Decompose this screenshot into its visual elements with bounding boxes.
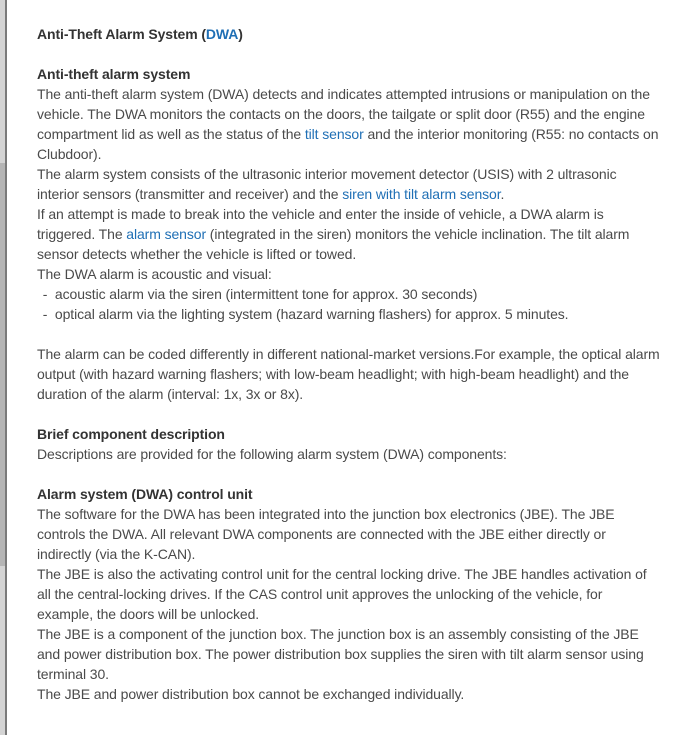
section-heading-anti-theft: Anti-theft alarm system <box>37 66 191 82</box>
dwa-link[interactable]: DWA <box>205 26 239 42</box>
text: If an attempt is made to break into the vehicle and enter the inside of vehicle, a DWA alarm is triggered. The <box>37 206 604 242</box>
paragraph-exchange: The JBE and power distribution box cannot be exchanged individually. <box>37 686 465 702</box>
text: . <box>500 186 505 202</box>
section-heading-brief: Brief component description <box>37 426 225 442</box>
list-item: - acoustic alarm via the siren (intermittent tone for approx. 30 seconds) <box>39 286 478 302</box>
paragraph-intro <box>37 84 662 164</box>
text: and the interior monitoring (R55: no contacts on Clubdoor). <box>37 126 659 162</box>
section-heading-control-unit: Alarm system (DWA) control unit <box>37 486 253 502</box>
paragraph-junction-box: The JBE is a component of the junction box. The junction box is an assembly consisting of the JBE and power distribution box. The power distribution box supplies the siren with tilt alarm sensor using terminal 30. <box>37 626 644 682</box>
paragraph-central-locking: The JBE is also the activating control unit for the central locking drive. The JBE handles activation of all the central-locking drives. If the CAS control unit approves the unlocking of the vehicle, for example, the doors will be unlocked. <box>37 566 647 622</box>
paragraph-brief: Descriptions are provided for the following alarm system (DWA) components: <box>37 446 507 462</box>
paragraph-alarm-type: The DWA alarm is acoustic and visual: <box>37 266 272 282</box>
title-text: Anti-Theft Alarm System ( <box>37 26 206 42</box>
text: The alarm system consists of the ultrasonic interior movement detector (USIS) with 2 ultrasonic interior sensors (transmitter and receiver) and the <box>37 166 617 202</box>
text: (integrated in the siren) monitors the vehicle inclination. The tilt alarm sensor detects whether the vehicle is lifted or towed. <box>37 226 630 262</box>
tilt-sensor-link[interactable]: tilt sensor <box>304 126 364 142</box>
panel-border <box>5 0 7 735</box>
text: The anti-theft alarm system (DWA) detects and indicates attempted intrusions or manipulation on the vehicle. The DWA monitors the contacts on the doors, the tailgate or split door (R55) and the engine compartment lid as well as the status of the <box>37 86 650 142</box>
alarm-sensor-link[interactable]: alarm sensor <box>126 226 207 242</box>
page-title <box>37 24 662 44</box>
list-item: - optical alarm via the lighting system (hazard warning flashers) for approx. 5 minutes. <box>39 306 569 322</box>
siren-link[interactable]: siren with tilt alarm sensor <box>342 186 501 202</box>
paragraph-components <box>37 164 662 204</box>
paragraph-coding: The alarm can be coded differently in different national-market versions.For example, the optical alarm output (with hazard warning flashers; with low-beam headlight; with high-beam headlight) and the duration of the alarm (interval: 1x, 3x or 8x). <box>37 346 660 402</box>
document-body <box>37 24 662 704</box>
title-text-end: ) <box>238 26 243 42</box>
paragraph-trigger <box>37 204 662 264</box>
paragraph-software: The software for the DWA has been integrated into the junction box electronics (JBE). The JBE controls the DWA. All relevant DWA components are connected with the JBE either directly or indirectly (via the K-CAN). <box>37 506 615 562</box>
